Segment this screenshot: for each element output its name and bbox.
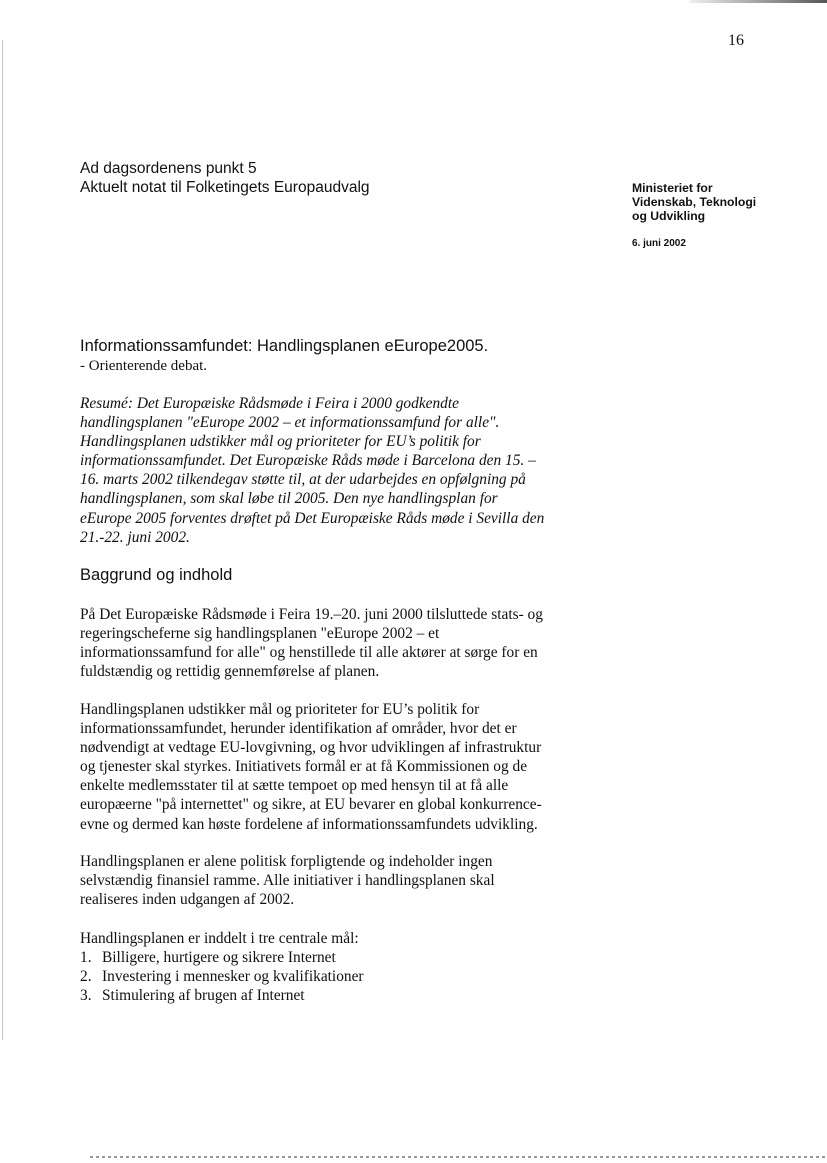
paragraph-line: Handlingsplanen udstikker mål og prioriteter for EU’s politik for [80, 701, 480, 718]
ministry-line-2: Videnskab, Teknologi [632, 195, 757, 209]
list-item-number: 2. [80, 968, 92, 986]
resume-line: eEurope 2005 forventes drøftet på Det Europæiske Råds møde i Sevilla den [80, 509, 545, 527]
ministry-line-1: Ministeriet for [632, 181, 713, 195]
paragraph-line: informationssamfund for alle" og henstillede til alle aktører at sørge for en [80, 644, 538, 662]
list-item [80, 948, 595, 967]
paragraph-line: regeringscheferne sig handlingsplanen "eEurope 2002 – et [80, 625, 440, 643]
paragraph-feira [80, 605, 595, 681]
paragraph-line: nødvendigt at vedtage EU-lovgivning, og hvor udviklingen af infrastruktur [80, 739, 542, 757]
page-number: 16 [728, 32, 744, 49]
agenda-line-2: Aktuelt notat til Folketingets Europaudvalg [80, 179, 370, 196]
ministry-block [632, 181, 756, 223]
paragraph-line: På Det Europæiske Rådsmøde i Feira 19.–20. juni 2000 tilsluttede stats- og [80, 606, 543, 623]
goals-intro: Handlingsplanen er inddelt i tre centrale mål: [80, 930, 359, 947]
resume-line: informationssamfundet. Det Europæiske Råds møde i Barcelona den 15. – [80, 452, 536, 470]
paragraph-line: evne og dermed kan høste fordelene af informationssamfundets udvikling. [80, 815, 538, 833]
scan-margin-line [2, 40, 3, 1040]
agenda-block [80, 159, 370, 197]
paragraph-line: selvstændig finansiel ramme. Alle initiativer i handlingsplanen skal [80, 872, 495, 890]
paragraph-line: informationssamfundet, herunder identifikation af områder, hvor det er [80, 720, 517, 738]
list-item-text: Stimulering af brugen af Internet [102, 987, 305, 1005]
section-heading: Baggrund og indhold [80, 566, 233, 584]
paragraph-central-goals [80, 929, 595, 1005]
paragraph-financing [80, 852, 595, 909]
document-date: 6. juni 2002 [632, 238, 686, 249]
list-item-text: Billigere, hurtigere og sikrere Internet [102, 949, 336, 967]
resume-line: handlingsplanen, som skal løbe til 2005. Den nye handlingsplan for [80, 490, 498, 508]
resume-block [80, 394, 610, 547]
ministry-line-3: og Udvikling [632, 209, 706, 223]
resume-line: Handlingsplanen udstikker mål og prioriteter for EU’s politik for [80, 433, 481, 451]
list-item [80, 986, 595, 1005]
resume-line: Resumé: Det Europæiske Rådsmøde i Feira i 2000 godkendte [80, 395, 459, 412]
scan-artifact-top [690, 0, 827, 3]
resume-line: handlingsplanen "eEurope 2002 – et informationssamfund for alle". [80, 414, 500, 432]
paragraph-line: europæerne "på internettet" og sikre, at EU bevarer en global konkurrence- [80, 796, 542, 814]
scan-artifact-bottom [90, 1156, 827, 1158]
list-item [80, 967, 595, 986]
list-item-text: Investering i mennesker og kvalifikationer [102, 968, 364, 986]
agenda-line-1: Ad dagsordenens punkt 5 [80, 160, 257, 177]
list-item-number: 1. [80, 949, 92, 967]
paragraph-goals-priorities [80, 700, 595, 834]
list-item-number: 3. [80, 987, 92, 1005]
document-title: Informationssamfundet: Handlingsplanen eEurope2005. [80, 337, 489, 355]
goals-list [80, 948, 595, 1005]
document-subtitle: - Orienterende debat. [80, 358, 208, 374]
paragraph-line: realiseres inden udgangen af 2002. [80, 891, 295, 909]
paragraph-line: og tjenester skal styrkes. Initiativets formål er at få Kommissionen og de [80, 758, 528, 776]
paragraph-line: Handlingsplanen er alene politisk forpligtende og indeholder ingen [80, 853, 493, 870]
resume-line: 21.-22. juni 2002. [80, 528, 190, 546]
paragraph-line: enkelte medlemsstater til at sætte tempoet op med hensyn til at få alle [80, 777, 509, 795]
resume-line: 16. marts 2002 tilkendegav støtte til, at der udarbejdes en opfølgning på [80, 471, 526, 489]
paragraph-line: fuldstændig og rettidig gennemførelse af planen. [80, 663, 380, 681]
